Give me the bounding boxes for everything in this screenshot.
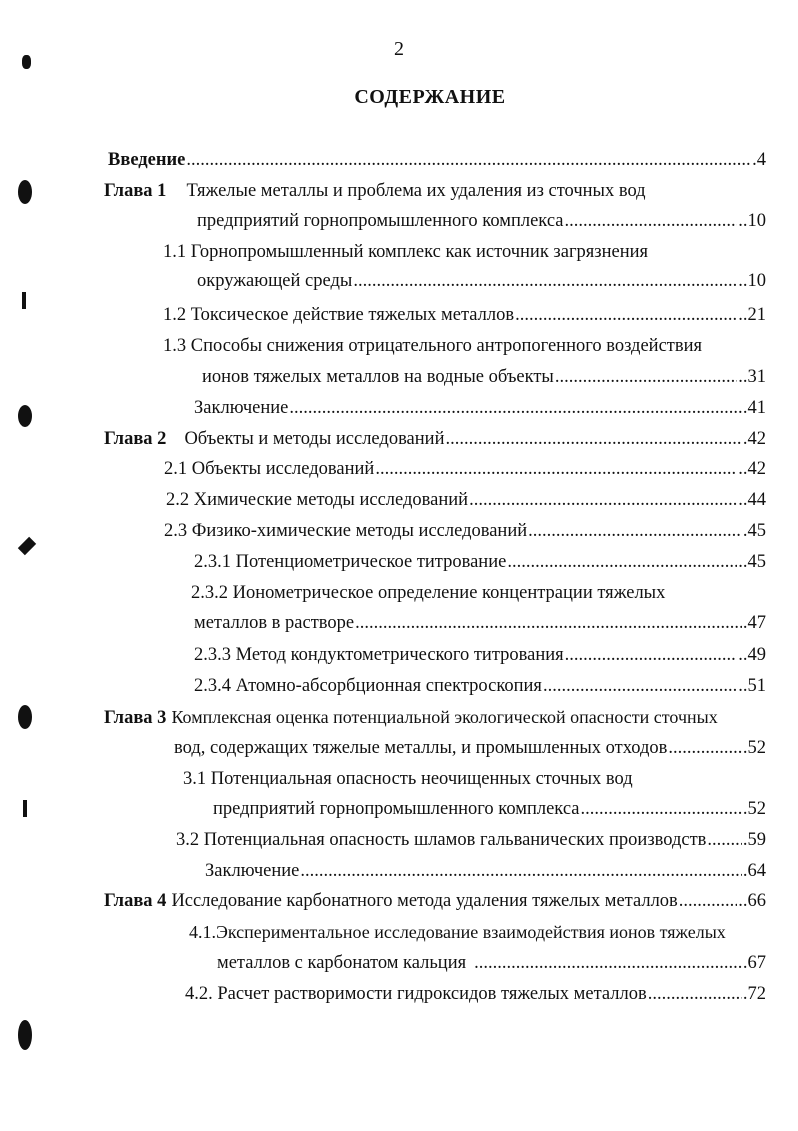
toc-entry-2-3-3[interactable]	[194, 642, 766, 668]
leader-dots	[543, 673, 737, 699]
toc-entry-1-3[interactable]	[163, 333, 702, 359]
section-title: 2.3.1 Потенциометрическое титрование	[194, 552, 507, 572]
leader-dots	[679, 888, 737, 914]
chapter-label: Глава 3	[104, 708, 167, 728]
section-title-cont: металлов с карбонатом кальция	[217, 953, 467, 973]
scan-mark-8	[18, 1020, 32, 1050]
toc-entry-chapter-1[interactable]	[104, 178, 646, 204]
entry-label: Введение	[108, 150, 186, 170]
toc-entry-2-3-4[interactable]	[194, 673, 766, 699]
leader-dots	[668, 735, 741, 761]
section-title-cont: ионов тяжелых металлов на водные объекты	[202, 367, 554, 387]
chapter-title: Комплексная оценка потенциальной экологической опасности сточных	[171, 707, 718, 727]
page-ref: ..31	[738, 367, 766, 387]
section-title: Заключение	[205, 861, 300, 881]
page-ref: .4	[752, 150, 766, 170]
toc-entry-3-conclusion[interactable]	[205, 858, 766, 884]
chapter-label: Глава 2	[104, 429, 167, 449]
section-title: 2.3.4 Атомно-абсорбционная спектроскопия	[194, 676, 542, 696]
section-title: 3.2 Потенциальная опасность шламов гальванических производств	[176, 830, 707, 850]
scan-mark-5	[18, 537, 36, 555]
toc-entry-2-2[interactable]	[166, 487, 766, 513]
chapter-title-cont: предприятий горнопромышленного комплекса	[197, 211, 564, 231]
toc-entry-chapter-4[interactable]	[104, 888, 766, 914]
leader-dots	[474, 950, 742, 976]
section-title: 2.3.3 Метод кондуктометрического титрования	[194, 645, 564, 665]
section-title-cont: металлов в растворе	[194, 613, 355, 633]
toc-entry-4-1[interactable]	[189, 919, 726, 945]
page-ref: ..66	[738, 891, 766, 911]
leader-dots	[515, 302, 737, 328]
chapter-title: Тяжелые металлы и проблема их удаления из сточных вод	[186, 181, 646, 201]
toc-entry-2-1[interactable]	[164, 456, 766, 482]
toc-entry-4-2[interactable]	[185, 981, 766, 1007]
leader-dots	[528, 518, 742, 544]
chapter-label: Глава 1	[104, 181, 167, 201]
page-ref: .52	[742, 799, 766, 819]
page-ref: ..21	[738, 305, 766, 325]
section-title: 2.1 Объекты исследований	[164, 459, 375, 479]
toc-entry-2-3[interactable]	[164, 518, 766, 544]
page-ref: ..44	[738, 490, 766, 510]
section-title: 2.3 Физико-химические методы исследований	[164, 521, 528, 541]
toc-entry-chapter-2[interactable]	[104, 426, 766, 452]
toc-entry-1-2[interactable]	[163, 302, 766, 328]
toc-entry-chapter-3[interactable]	[104, 704, 718, 731]
page-ref: .64	[742, 861, 766, 881]
page-ref: ..42	[738, 459, 766, 479]
toc-entry-2-3-2-cont	[194, 610, 766, 636]
section-title: 3.1 Потенциальная опасность неочищенных сточных вод	[183, 769, 633, 789]
toc-entry-1-3-cont	[202, 364, 766, 390]
leader-dots	[707, 827, 741, 853]
toc-entry-3-1[interactable]	[183, 766, 633, 792]
scan-mark-4	[18, 405, 32, 427]
toc-entry-3-2[interactable]	[176, 827, 766, 853]
section-title-cont: предприятий горнопромышленного комплекса	[213, 799, 580, 819]
leader-dots	[564, 208, 737, 234]
page-ref: .47	[742, 613, 766, 633]
toc-entry-1-1-cont	[197, 268, 766, 294]
chapter-title-cont: вод, содержащих тяжелые металлы, и промышленных отходов	[174, 738, 668, 758]
toc-entry-intro[interactable]	[108, 147, 766, 173]
section-title: 2.3.2 Ионометрическое определение концентрации тяжелых	[191, 583, 666, 603]
page-title: СОДЕРЖАНИЕ	[354, 86, 506, 108]
page-ref: .41	[742, 398, 766, 418]
toc-entry-chapter-3-cont	[174, 735, 766, 761]
scan-mark-6	[18, 705, 32, 729]
leader-dots	[445, 426, 741, 452]
leader-dots	[469, 487, 737, 513]
section-title: 1.3 Способы снижения отрицательного антропогенного воздействия	[163, 336, 703, 356]
leader-dots	[186, 147, 751, 173]
section-title: 1.2 Токсическое действие тяжелых металлов	[163, 305, 515, 325]
page-ref: .42	[742, 429, 766, 449]
toc-entry-2-3-1[interactable]	[194, 549, 766, 575]
section-title: 4.2. Расчет растворимости гидроксидов тяжелых металлов	[185, 984, 647, 1004]
section-title: 1.1 Горнопромышленный комплекс как источник загрязнения	[163, 242, 649, 262]
section-title: 4.1.Экспериментальное исследование взаимодействия ионов тяжелых	[189, 922, 726, 942]
chapter-label: Глава 4	[104, 891, 167, 911]
leader-dots	[565, 642, 738, 668]
leader-dots	[300, 858, 742, 884]
chapter-title: Исследование карбонатного метода удаления тяжелых металлов	[171, 891, 678, 911]
page-ref: .45	[742, 521, 766, 541]
leader-dots	[355, 610, 742, 636]
page-ref: .67	[742, 953, 766, 973]
toc-entry-chapter-1-cont	[197, 208, 766, 234]
page-ref: ..49	[738, 645, 766, 665]
page-ref: ..10	[738, 211, 766, 231]
leader-dots	[375, 456, 737, 482]
leader-dots	[507, 549, 737, 575]
page-ref: .52	[742, 738, 766, 758]
leader-dots	[580, 796, 741, 822]
toc-entry-4-1-cont	[217, 950, 766, 976]
scan-mark-3	[22, 292, 26, 309]
page-ref: ..45	[738, 552, 766, 572]
page-number: 2	[394, 38, 404, 60]
leader-dots	[289, 395, 742, 421]
page-ref: ..10	[738, 271, 766, 291]
toc-entry-2-3-2[interactable]	[191, 580, 665, 606]
chapter-title: Объекты и методы исследований	[184, 429, 445, 449]
scan-mark-7	[23, 800, 27, 817]
toc-entry-1-conclusion[interactable]	[194, 395, 766, 421]
leader-dots	[353, 268, 737, 294]
page-ref: .59	[742, 830, 766, 850]
leader-dots	[555, 364, 737, 390]
section-title-cont: окружающей среды	[197, 271, 353, 291]
section-title: 2.2 Химические методы исследований	[166, 490, 469, 510]
toc-entry-3-1-cont	[213, 796, 766, 822]
leader-dots	[648, 981, 742, 1007]
section-title: Заключение	[194, 398, 289, 418]
toc-entry-1-1[interactable]	[163, 239, 648, 265]
scan-mark-2	[18, 180, 32, 204]
page-ref: ..51	[738, 676, 766, 696]
page-ref: .72	[742, 984, 766, 1004]
